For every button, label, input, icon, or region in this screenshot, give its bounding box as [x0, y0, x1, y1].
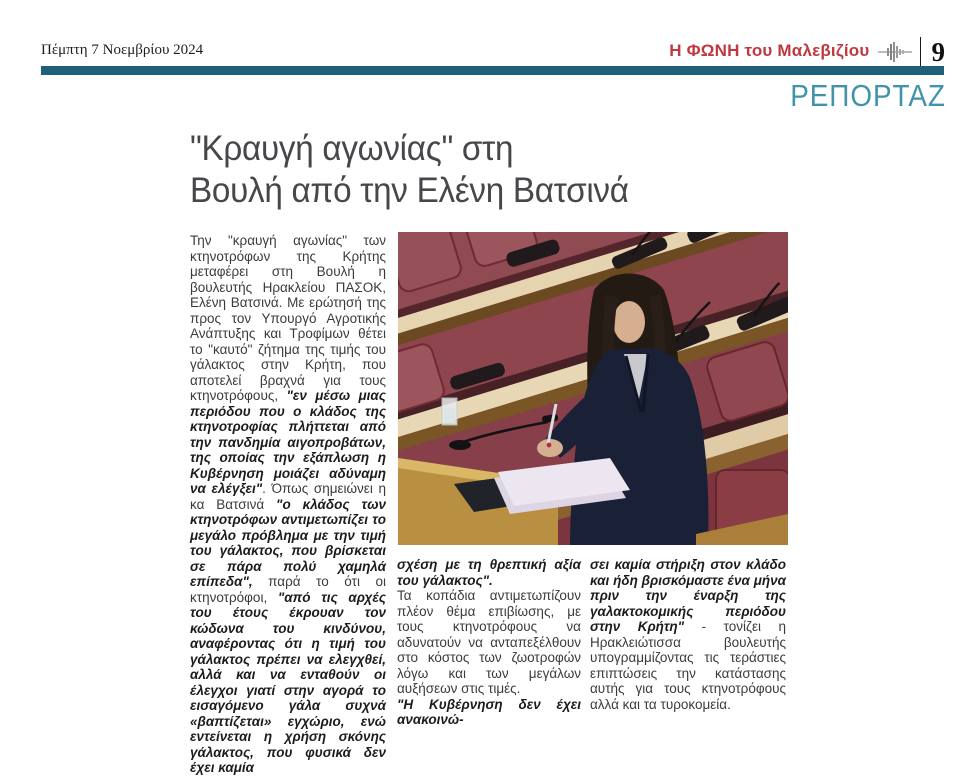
soundwave-icon: [878, 41, 912, 63]
parliament-photo: [398, 232, 788, 545]
article-paragraph: Τα κοπάδια αντιμετωπίζουν πλέον θέμα επιβίωσης, με τους κτηνοτρόφους να αδυνατούν να ανταπεξέλθουν στο κόστος των ζωοτροφών λόγω και των μεγάλων αυξήσεων στις τιμές.: [397, 588, 581, 696]
page-number: 9: [931, 36, 945, 67]
article-paragraph: "Η Κυβέρνηση δεν έχει ανακοινώ-: [397, 696, 581, 727]
article-column-3: [590, 557, 786, 712]
article-column-2: [397, 557, 581, 728]
section-label: ΡΕΠΟΡΤΑΖ: [790, 78, 946, 113]
masthead-title: Η ΦΩΝΗ του Μαλεβιζίου: [669, 41, 870, 60]
article-paragraph: Την "κραυγή αγωνίας" των κτηνοτρόφων της Κρήτης μεταφέρει στη Βουλή η βουλευτής Ηρακλείου ΠΑΣΟΚ, Ελένη Βατσινά. Με ερώτησή της προς τον Υπουργό Αγροτικής Ανάπτυξης και Τροφίμων θέτει το "καυτό" ζήτημα της τιμής του γάλακτος στην Κρήτη, που αποτελεί βραχνά για τους κτηνοτρόφους, "εν μέσω μιας περιόδου που ο κλάδος της κτηνοτροφίας πλήττεται από την πανδημία αιγοπροβάτων, της οποίας την εξάπλωση η Κυβέρνηση μοιάζει αδύναμη να ελέγξει". Όπως σημειώνει η κα Βατσινά "ο κλάδος των κτηνοτρόφων αντιμετωπίζει το μεγάλο πρόβλημα με την τιμή του γάλακτος, που βρίσκεται σε πάρα πολύ χαμηλά επίπεδα", παρά το ότι οι κτηνοτρόφοι, "από τις αρχές του έτους έκρουαν τον κώδωνα του κινδύνου, αναφέροντας ότι η τιμή του γάλακτος πρέπει να ελεγχθεί, αλλά και να ενταθούν οι έλεγχοι γιατί στην αγορά το εισαγόμενο γάλα συχνά «βαπτίζεται» εγχώριο, ενώ εντείνεται η χρήση σκόνης γάλακτος, που φυσικά δεν έχει καμία: [190, 233, 386, 775]
header-divider: [920, 37, 921, 67]
article-headline: [190, 128, 760, 212]
header-date: Πέμπτη 7 Νοεμβρίου 2024: [41, 42, 204, 58]
headline-line-1: "Κραυγή αγωνίας" στη: [190, 129, 514, 168]
headline-line-2: Βουλή από την Ελένη Βατσινά: [190, 171, 629, 210]
article-paragraph: σει καμία στήριξη στον κλάδο και ήδη βρισκόμαστε ένα μήνα πριν την έναρξη της γαλακτοκομικής περιόδου στην Κρήτη" - τονίζει η Ηρακλειώτισσα βουλευτής υπογραμμίζοντας τις τεράστιες επιπτώσεις την κατάστασης αυτής για τους κτηνοτρόφους αλλά και τα τυροκομεία.: [590, 557, 786, 712]
article-column-1: [190, 233, 386, 776]
header-rule: [41, 66, 944, 75]
article-paragraph: σχέση με τη θρεπτική αξία του γάλακτος".: [397, 557, 581, 588]
masthead-block: [669, 36, 945, 68]
